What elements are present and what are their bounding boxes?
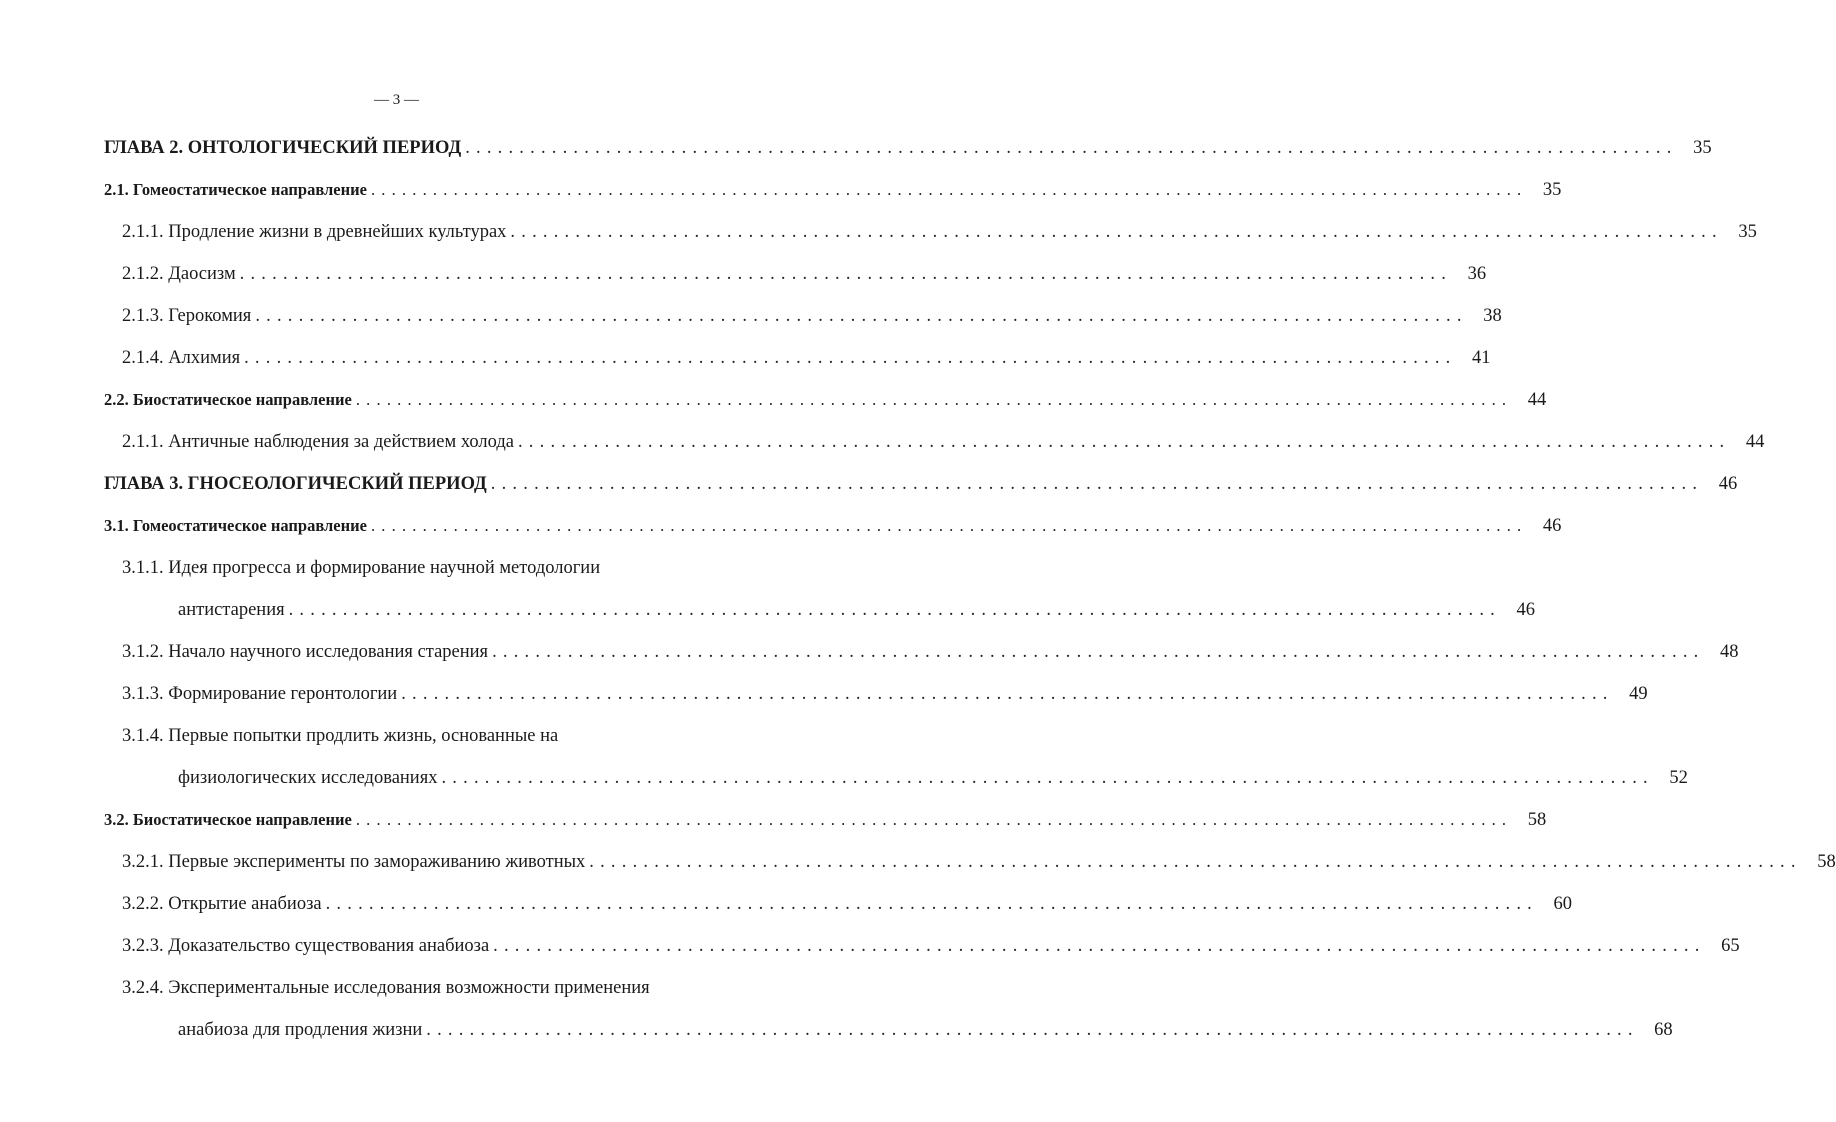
- toc-entry-page: 38: [1483, 306, 1502, 326]
- toc-entry-page: 65: [1721, 936, 1740, 956]
- toc-entry-title: 3.2.2. Открытие анабиоза: [122, 894, 322, 914]
- toc-entry-page: 58: [1817, 852, 1836, 872]
- toc-entry-section[interactable]: [104, 180, 1562, 210]
- toc-entry-title: 2.1.3. Герокомия: [122, 306, 252, 326]
- toc-entry-page: 46: [1542, 516, 1562, 536]
- toc-entry-subsection[interactable]: [122, 432, 1765, 462]
- dot-leader: ................................................................................................................: [465, 138, 1678, 158]
- toc-entry-chapter[interactable]: [104, 138, 1712, 168]
- toc-entry-page: 46: [1718, 474, 1738, 494]
- toc-entry-title: 2.1. Гомеостатическое направление: [104, 180, 367, 199]
- toc-entry-subsection[interactable]: [178, 600, 1536, 630]
- toc-entry-page: 41: [1472, 348, 1491, 368]
- dot-leader: ................................................................................................................: [492, 642, 1705, 662]
- toc-entry-chapter[interactable]: [104, 474, 1738, 504]
- dot-leader: ................................................................................................................: [370, 180, 1528, 199]
- toc-entry-title[interactable]: 3.1.4. Первые попытки продлить жизнь, основанные на: [122, 726, 559, 746]
- dot-leader: ................................................................................................................: [426, 1020, 1639, 1040]
- dot-leader: ................................................................................................................: [255, 306, 1468, 326]
- toc-entry-subsection[interactable]: [122, 222, 1757, 252]
- dot-leader: ................................................................................................................: [493, 936, 1706, 956]
- dot-leader: ................................................................................................................: [510, 222, 1723, 242]
- toc-entry-title-continuation: физиологических исследованиях: [178, 768, 438, 788]
- dot-leader: ................................................................................................................: [441, 768, 1654, 788]
- toc-entry-subsection[interactable]: [178, 1020, 1673, 1050]
- toc-entry-page: 46: [1516, 600, 1536, 620]
- toc-entry-page: 48: [1719, 642, 1739, 662]
- toc-entry-title: 2.2. Биостатическое направление: [104, 390, 352, 409]
- toc-entry-subsection[interactable]: [178, 768, 1688, 798]
- toc-entry-title: 3.2. Биостатическое направление: [104, 810, 352, 829]
- dot-leader: ................................................................................................................: [288, 600, 1502, 620]
- toc-entry-title-continuation: анабиоза для продления жизни: [178, 1020, 423, 1040]
- toc-entry-subsection[interactable]: [122, 936, 1740, 966]
- toc-entry-title: ГЛАВА 2. ОНТОЛОГИЧЕСКИЙ ПЕРИОД: [104, 138, 462, 158]
- toc-entry-subsection[interactable]: [122, 642, 1739, 672]
- dot-leader: ................................................................................................................: [244, 348, 1457, 368]
- toc-entry-section[interactable]: [104, 516, 1562, 546]
- toc-entry-page: 52: [1669, 768, 1688, 788]
- dot-leader: ................................................................................................................: [517, 432, 1731, 452]
- toc-entry-subsection[interactable]: [122, 306, 1502, 336]
- toc-entry-page: 35: [1542, 180, 1562, 200]
- toc-entry-section[interactable]: [104, 810, 1547, 840]
- toc-entry-title: 2.1.1. Продление жизни в древнейших культурах: [122, 222, 507, 242]
- toc-entry-title: 3.1. Гомеостатическое направление: [104, 516, 367, 535]
- toc-entry-title: 2.1.4. Алхимия: [122, 348, 241, 368]
- toc-entry-title: 3.1.3. Формирование геронтологии: [122, 684, 398, 704]
- dot-leader: ................................................................................................................: [355, 390, 1513, 409]
- dot-leader: ................................................................................................................: [370, 516, 1528, 535]
- toc-entry-title: ГЛАВА 3. ГНОСЕОЛОГИЧЕСКИЙ ПЕРИОД: [104, 474, 487, 494]
- toc-entry-section[interactable]: [104, 390, 1547, 420]
- toc-entry-page: 35: [1738, 222, 1757, 242]
- toc-entry-page: 68: [1654, 1020, 1673, 1040]
- dot-leader: ................................................................................................................: [355, 810, 1513, 829]
- dot-leader: ................................................................................................................: [325, 894, 1538, 914]
- dot-leader: ................................................................................................................: [239, 264, 1453, 284]
- toc-entry-page: 60: [1553, 894, 1572, 914]
- toc-entry-page: 35: [1693, 138, 1712, 158]
- dot-leader: ................................................................................................................: [401, 684, 1614, 704]
- toc-entry-page: 44: [1527, 390, 1547, 410]
- toc-entry-title[interactable]: 3.2.4. Экспериментальные исследования возможности применения: [122, 978, 650, 998]
- toc-entry-title: 3.1.2. Начало научного исследования старения: [122, 642, 489, 662]
- toc-entry-subsection[interactable]: [122, 894, 1572, 924]
- toc-entry-title: 2.1.2. Даосизм: [122, 264, 236, 284]
- page-number: — 3 —: [374, 92, 419, 108]
- toc-entry-subsection[interactable]: [122, 264, 1487, 294]
- toc-entry-title: 2.1.1. Античные наблюдения за действием холода: [122, 432, 514, 452]
- toc-entry-page: 58: [1527, 810, 1547, 830]
- dot-leader: ................................................................................................................: [589, 852, 1802, 872]
- toc-entry-subsection[interactable]: [122, 852, 1836, 882]
- toc-entry-page: 49: [1629, 684, 1648, 704]
- toc-entry-title: 3.2.3. Доказательство существования анабиоза: [122, 936, 490, 956]
- toc-entry-subsection[interactable]: [122, 684, 1648, 714]
- toc-entry-title-continuation: антистарения: [178, 600, 285, 620]
- dot-leader: ................................................................................................................: [490, 474, 1704, 494]
- toc-entry-title[interactable]: 3.1.1. Идея прогресса и формирование научной методологии: [122, 558, 601, 578]
- toc-entry-title: 3.2.1. Первые эксперименты по замораживанию животных: [122, 852, 586, 872]
- toc-entry-page: 36: [1467, 264, 1487, 284]
- toc-entry-subsection[interactable]: [122, 348, 1491, 378]
- toc-entry-page: 44: [1745, 432, 1765, 452]
